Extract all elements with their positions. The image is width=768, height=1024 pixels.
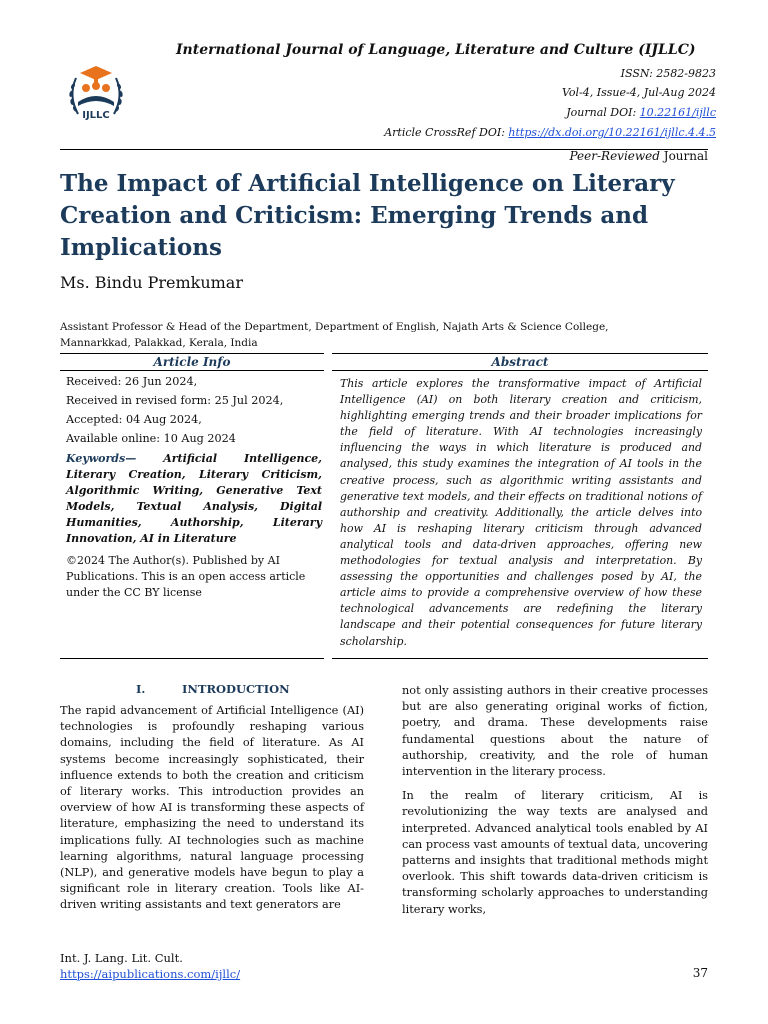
peer-reviewed-label [570, 149, 709, 163]
info-bottom-rule [60, 658, 324, 659]
crossref-doi [384, 126, 716, 139]
intro-right-column [402, 683, 708, 926]
intro-right-paragraph-1: not only assisting authors in their creative processes but are also generating original works of fiction, poetry, and drama. These developments raise fundamental questions about the nature of authorship, creativity, and the role of human intervention in the literary process. [402, 684, 708, 779]
revised-date: Received in revised form: 25 Jul 2024, [66, 394, 284, 407]
svg-text:IJLLC: IJLLC [82, 110, 110, 121]
crossref-doi-link[interactable]: https://dx.doi.org/10.22161/ijllc.4.4.5 [508, 126, 716, 139]
journal-doi-link[interactable]: 10.22161/ijllc [639, 106, 716, 119]
received-date: Received: 26 Jun 2024, [66, 375, 198, 388]
author-name: Ms. Bindu Premkumar [60, 273, 243, 292]
peer-reviewed-rest: Journal [659, 149, 708, 163]
journal-logo-icon [64, 58, 128, 130]
copyright-notice: ©2024 The Author(s). Published by AI Publications. This is an open access article under the CC BY license [66, 554, 306, 599]
intro-label: INTRODUCTION [182, 682, 290, 696]
paper-title: The Impact of Artificial Intelligence on Literary Creation and Criticism: Emerging Trends and Implications [60, 170, 675, 261]
abstract-bottom-rule [332, 658, 708, 659]
intro-left-paragraph: The rapid advancement of Artificial Intelligence (AI) technologies is profoundly reshaping various domains, including the field of literature. As AI systems become increasingly sophisticated, their influence extends to both the creation and criticism of literary works. This introduction provides an overview of how AI is transforming these aspects of literature, emphasizing the need to understand its implications fully. AI technologies such as machine learning algorithms, natural language processing (NLP), and generative models have begun to play a significant role in literary creation. Tools like AI-driven writing assistants and text generators are [60, 704, 364, 912]
keywords [66, 451, 322, 547]
abstract-heading: Abstract [332, 353, 708, 371]
peer-reviewed-italic: Peer-Reviewed [569, 149, 660, 163]
journal-doi [566, 106, 716, 119]
intro-right-paragraph-2: In the realm of literary criticism, AI is revolutionizing the way texts are analysed and interpreted. Advanced analytical tools enabled by AI can process vast amounts of textual data, uncovering patterns and insights that traditional methods might overlook. This shift towards data-driven criticism is transforming scholarly approaches to understanding literary works, [402, 789, 708, 916]
author-affiliation: Assistant Professor & Head of the Department, Department of English, Najath Arts & Science College, Mannarkkad, Palakkad, Kerala, India [60, 321, 609, 349]
crossref-doi-label: Article CrossRef DOI: [384, 126, 509, 139]
journal-title: International Journal of Language, Literature and Culture (IJLLC) [176, 42, 696, 58]
article-info-panel [60, 372, 322, 601]
journal-doi-label: Journal DOI: [566, 106, 640, 119]
accepted-date: Accepted: 04 Aug 2024, [66, 413, 202, 426]
keywords-list: Artificial Intelligence, Literary Creation, Literary Criticism, Algorithmic Writing, Generative Text Models, Textual Analysis, Digital Humanities, Authorship, Literary Innovation, AI in Literature [66, 452, 322, 545]
volume-issue: Vol-4, Issue-4, Jul-Aug 2024 [561, 86, 716, 99]
abstract-text: This article explores the transformative impact of Artificial Intelligence (AI) on both literary creation and criticism, highlighting emerging trends and their broader implications for the field of literature. With AI technologies increasingly influencing the ways in which literature is produced and analysed, this study examines the integration of AI tools in the creative process, such as algorithmic writing assistants and generative text models, and their effects on traditional notions of authorship and creativity. Additionally, the article delves into how AI is reshaping literary criticism through advanced analytical tools and data-driven approaches, offering new methodologies for textual analysis and interpretation. By assessing the opportunities and challenges posed by AI, the article aims to provide a comprehensive overview of how these technological advancements are redefining the literary landscape and their potential consequences for future literary scholarship. [340, 377, 702, 648]
online-date: Available online: 10 Aug 2024 [66, 432, 236, 445]
footer-journal-abbrev: Int. J. Lang. Lit. Cult. [60, 951, 183, 965]
footer-url-link[interactable]: https://aipublications.com/ijllc/ [60, 967, 241, 981]
keywords-label: Keywords— [66, 452, 137, 465]
page-number: 37 [692, 966, 708, 980]
article-info-heading: Article Info [60, 353, 324, 371]
intro-number: I. [136, 682, 146, 696]
footer-citation [60, 950, 240, 982]
issn: ISSN: 2582-9823 [620, 67, 716, 80]
